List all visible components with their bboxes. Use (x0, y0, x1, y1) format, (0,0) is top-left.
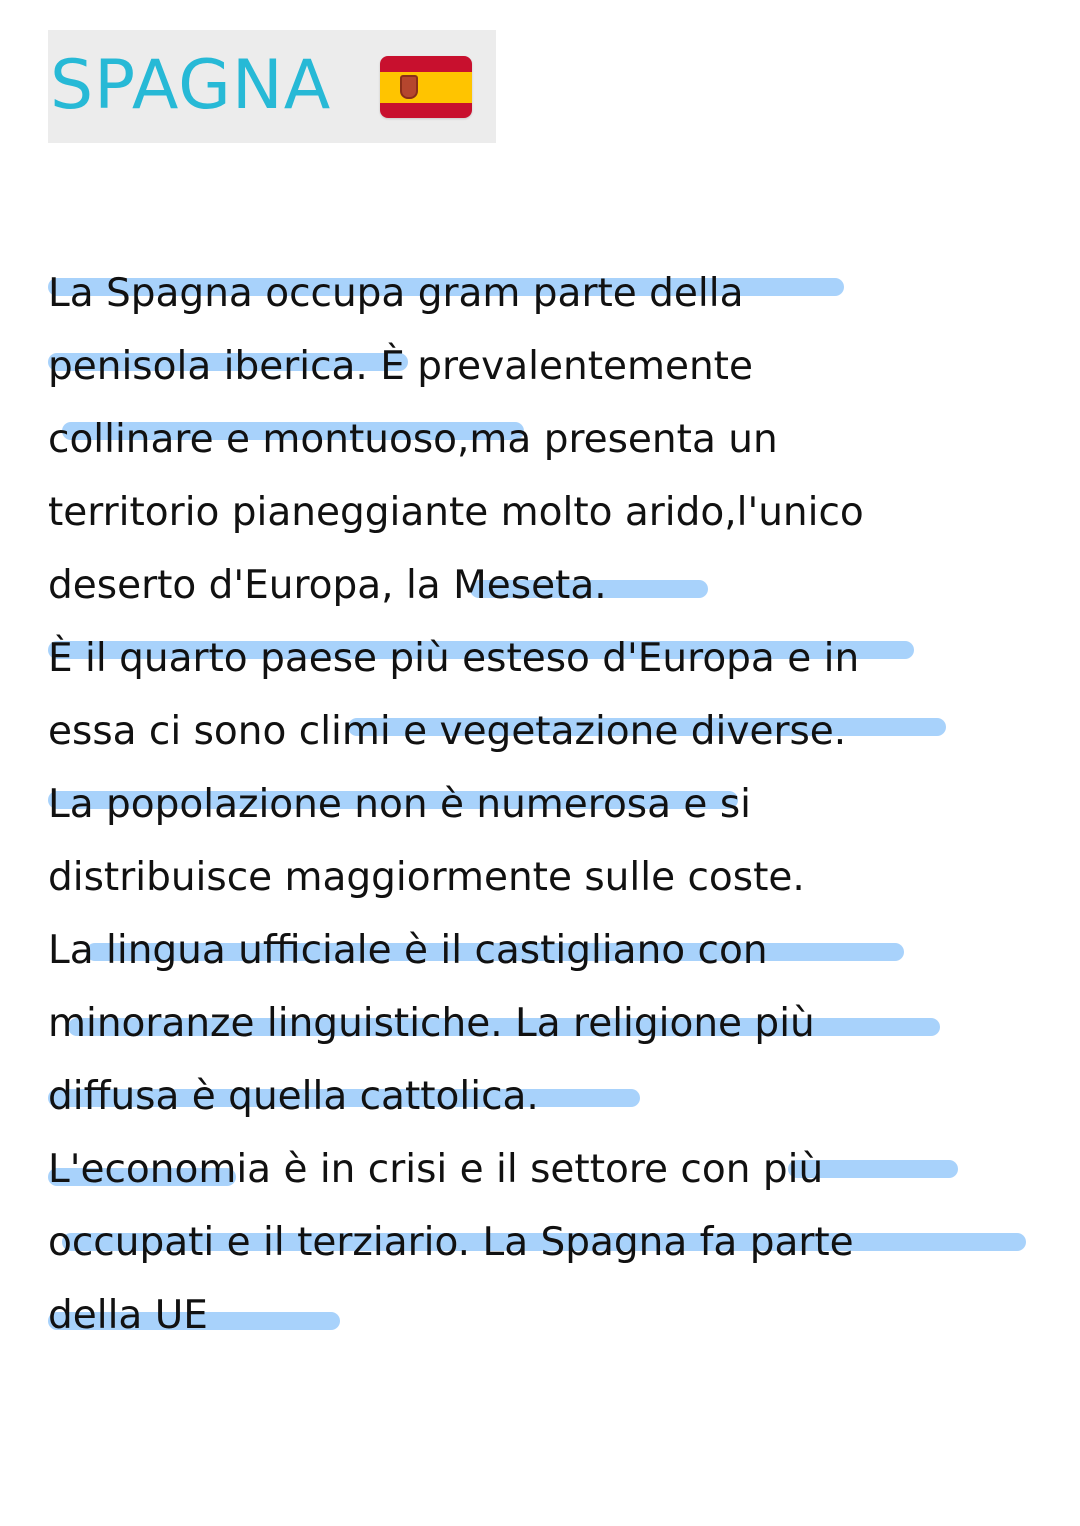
line-text: della UE (48, 1293, 208, 1338)
line-text: territorio pianeggiante molto arido,l'unico (48, 490, 864, 535)
flag-crest-icon (400, 75, 418, 99)
line-text: distribuisce maggiormente sulle coste. (48, 855, 805, 900)
line-text: diffusa è quella cattolica. (48, 1074, 539, 1119)
text-line (48, 842, 1048, 915)
text-line (48, 331, 1048, 404)
text-line (48, 696, 1048, 769)
line-text: essa ci sono climi e vegetazione diverse. (48, 709, 847, 754)
flag-yellow-band (380, 72, 472, 103)
line-text: minoranze linguistiche. La religione più (48, 1001, 815, 1046)
text-line (48, 769, 1048, 842)
text-line (48, 623, 1048, 696)
line-text: È il quarto paese più esteso d'Europa e in (48, 636, 860, 681)
text-line (48, 988, 1048, 1061)
note-body (48, 258, 1048, 1353)
text-line (48, 550, 1048, 623)
line-text: La lingua ufficiale è il castigliano con (48, 928, 768, 973)
line-text: La popolazione non è numerosa e si (48, 782, 751, 827)
page-title: SPAGNA (50, 46, 332, 125)
text-line (48, 1207, 1048, 1280)
text-line (48, 477, 1048, 550)
flag-red-top (380, 56, 472, 72)
line-text: L'economia è in crisi e il settore con più (48, 1147, 824, 1192)
text-line (48, 404, 1048, 477)
flag-red-bottom (380, 103, 472, 119)
spain-flag-icon (380, 56, 472, 118)
text-line (48, 1280, 1048, 1353)
line-text: occupati e il terziario. La Spagna fa parte (48, 1220, 854, 1265)
line-text: penisola iberica. È prevalentemente (48, 344, 753, 389)
text-line (48, 1134, 1048, 1207)
text-line (48, 1061, 1048, 1134)
line-text: La Spagna occupa gram parte della (48, 271, 744, 316)
line-text: deserto d'Europa, la Meseta. (48, 563, 607, 608)
line-text: collinare e montuoso,ma presenta un (48, 417, 778, 462)
text-line (48, 915, 1048, 988)
text-line (48, 258, 1048, 331)
